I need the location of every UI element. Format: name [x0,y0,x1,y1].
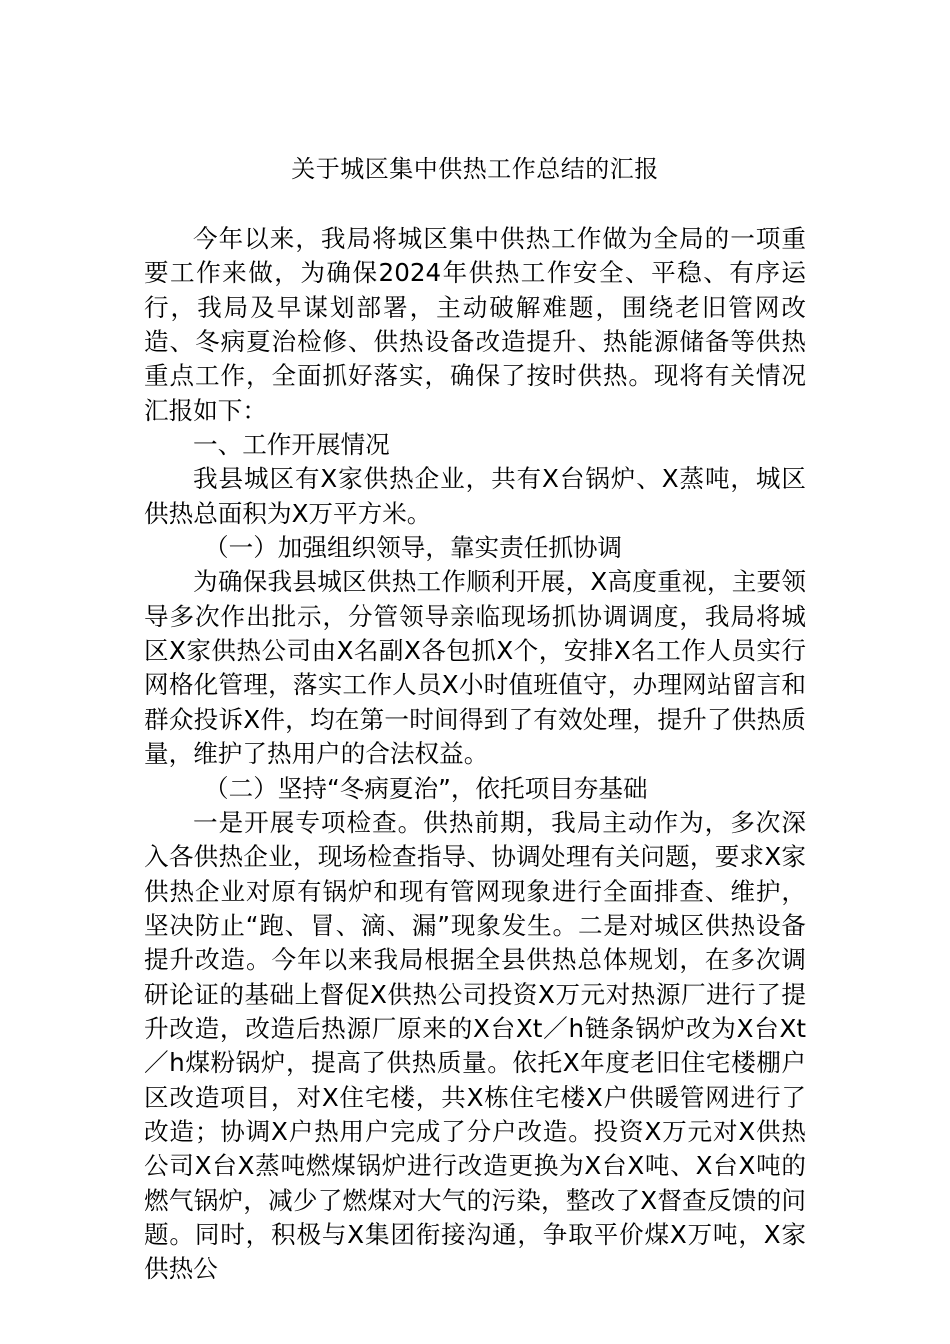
paragraph-intro: 今年以来，我局将城区集中供热工作做为全局的一项重要工作来做，为确保2024年供热工作安全、平稳、有序运行，我局及早谋划部署，主动破解难题，围绕老旧管网改造、冬病夏治检修、供热设备改造提升、热能源储备等供热重点工作，全面抓好落实，确保了按时供热。现将有关情况汇报如下： [144,224,806,425]
paragraph-inspection-upgrade: 一是开展专项检查。供热前期，我局主动作为，多次深入各供热企业，现场检查指导、协调处理有关问题，要求X家供热企业对原有锅炉和现有管网现象进行全面排查、维护，坚决防止“跑、冒、滴、漏”现象发生。二是对城区供热设备提升改造。今年以来我局根据全县供热总体规划，在多次调研论证的基础上督促X供热公司投资X万元对热源厂进行了提升改造，改造后热源厂原来的X台Xt／h链条锅炉改为X台Xt／h煤粉锅炉，提高了供热质量。依托X年度老旧住宅楼棚户区改造项目，对X住宅楼，共X栋住宅楼X户供暖管网进行了改造；协调X户热用户完成了分户改造。投资X万元对X供热公司X台X蒸吨燃煤锅炉进行改造更换为X台X吨、X台X吨的燃气锅炉，减少了燃煤对大气的污染，整改了X督查反馈的问题。同时，积极与X集团衔接沟通，争取平价煤X万吨，X家供热公 [144,807,806,1284]
paragraph-organization: 为确保我县城区供热工作顺利开展，X高度重视，主要领导多次作出批示，分管领导亲临现场抓协调调度，我局将城区X家供热公司由X名副X各包抓X个，安排X名工作人员实行网格化管理，落实工作人员X小时值班值守，办理网站留言和群众投诉X件，均在第一时间得到了有效处理，提升了供热质量，维护了热用户的合法权益。 [144,567,806,769]
subsection-heading-2: （二）坚持“冬病夏治”，依托项目夯基础 [204,773,648,803]
document-title: 关于城区集中供热工作总结的汇报 [291,155,659,183]
section-heading-work-status: 一、工作开展情况 [193,430,390,460]
subsection-heading-1: （一）加强组织领导，靠实责任抓协调 [204,533,623,563]
paragraph-heating-overview: 我县城区有X家供热企业，共有X台锅炉、X蒸吨，城区供热总面积为X万平方米。 [144,464,806,528]
document-body [144,222,806,1287]
